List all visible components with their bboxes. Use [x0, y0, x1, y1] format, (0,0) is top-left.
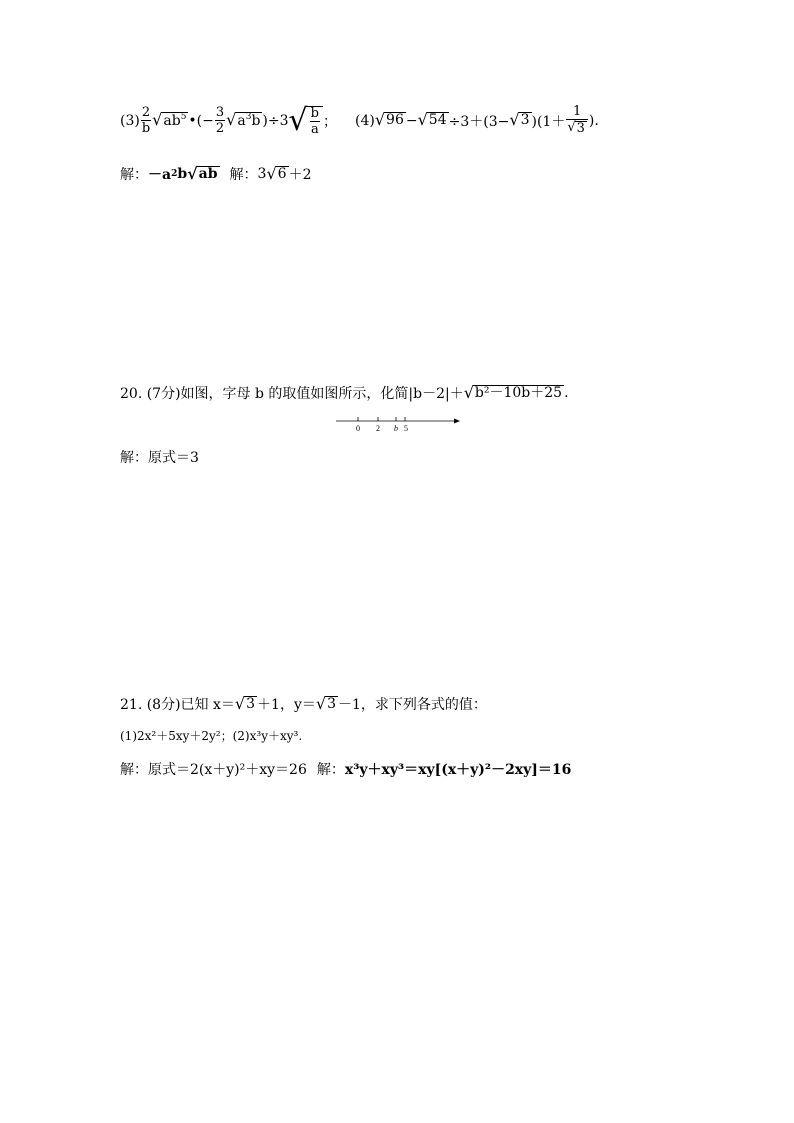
q19-part4-label: (4)	[354, 112, 375, 129]
sqrt: √ 6	[266, 163, 287, 183]
sqrt: √ $\frac{b}{a}$	[289, 106, 323, 136]
operator: )(1＋	[531, 113, 566, 130]
sqrt: √ 54	[417, 110, 447, 130]
sqrt: √ 3	[234, 693, 256, 713]
tick-label-0: 0	[356, 424, 360, 432]
answer-text: －a	[148, 167, 172, 183]
fraction: $\frac{2}{b}$	[141, 105, 151, 137]
operator: •(−	[188, 112, 214, 129]
operator: ).	[588, 112, 599, 129]
q19-expression-line	[120, 102, 599, 138]
q20-stem: 20. (7分)如图，字母 b 的取值如图所示，化简|b－2|＋ √ b²－10b＋25 .	[120, 382, 569, 402]
answer-text: x³y＋xy³＝xy[(x＋y)²－2xy]＝16	[344, 762, 572, 778]
separator: ；	[322, 113, 337, 130]
sqrt: √ 3	[315, 693, 336, 713]
q20-answer: 解：原式＝3	[120, 450, 199, 466]
answer-label: 解：	[316, 762, 345, 778]
q19-part3-label: (3)	[120, 112, 140, 129]
answer-text: 解：原式＝2(x＋y)²＋xy＝26	[120, 762, 307, 778]
sqrt: √ ab	[187, 163, 218, 183]
operator: ÷3＋(3−	[448, 113, 510, 130]
sqrt: √ 3	[509, 110, 530, 130]
answer-label: 解：	[120, 167, 148, 183]
sqrt: √ $a^3b$	[226, 109, 261, 129]
q21-answer-line	[120, 759, 571, 779]
answer-label: 解：	[229, 167, 258, 183]
sqrt: √ $ab^5$	[152, 109, 187, 129]
answer-text: 3	[257, 166, 267, 182]
operator: −	[405, 112, 418, 129]
q21-parts: (1)2x²＋5xy＋2y²；(2)x³y＋xy³.	[120, 729, 303, 743]
q20-stem-text: 20. (7分)如图，字母 b 的取值如图所示，化简|b－2|＋	[120, 386, 464, 402]
sqrt: √ b²－10b＋25	[463, 382, 563, 402]
tick-label-2: 2	[376, 424, 380, 432]
answer-text: ＋2	[288, 167, 312, 183]
fraction: $\frac{3}{2}$	[215, 105, 225, 137]
tick-label-5: 5	[404, 424, 408, 432]
sqrt: √ 96	[374, 110, 404, 130]
q19-answer-line: 解： －a 2 b √ ab 解： 3 √ 6 ＋2	[120, 163, 312, 183]
q21-stem: 21. (8分)已知 x＝ √ 3 ＋1，y＝ √ 3 －1，求下列各式的值：	[120, 693, 487, 713]
operator: )÷3	[262, 112, 289, 129]
fraction: 1 √ 3	[566, 105, 588, 136]
number-line-diagram	[336, 412, 460, 432]
tick-label-b: b	[394, 424, 398, 432]
